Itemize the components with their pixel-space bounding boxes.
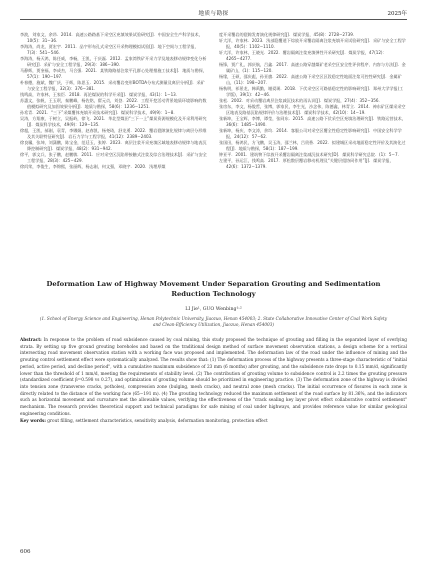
reference-entry: 朴春德，施斌，魏广庆，于辉，陈思玉．2015．采动覆岩变形BOTDA分布式测量及离层分析[J]．采矿与安全工程学报，32(3)：376−381． (20, 80, 205, 91)
reference-entry: 杨缘，王硕，邵庆彪，孙亚旗．2022．高速公路下采空区区段稳定性地面注浆可控性研究[J]．金属矿山，(11)：198−207． (219, 74, 402, 85)
english-abstract-section (20, 280, 407, 426)
keywords-text: grout filling, settlement characteristics, sensitivity analysis, deformation monitoring, protection effect (47, 419, 268, 425)
reference-entry: 徐闳荣，李俊生，李锦熙，张丽辉，杨志刚，何文强，邓晓宇．2020．浅埋厚煤 (20, 164, 166, 169)
reference-entry: 苏惠文，张帆，王玉珉，秦鹏峰，杨佐铭，翟元贞，刘登．2022．工程开挖活动背景地质环境影响的数值模拟研究及加固效果分析[J]．地质与勘探，58(6)：1236−1251． (20, 98, 207, 109)
references-left-column (20, 32, 208, 260)
reference-entry: 杨锋，贾广礼，郭庆航，吕鑫．2017．高速公路穿越煤矿老采空区安全性评价程序、内容与方法[J]．金属矿山，(1)：115−120． (219, 62, 406, 73)
reference-entry: 钱鸣高，许家林，王家臣．2018．再论煤炭的科学开采[J]．煤炭学报，43(1)：1−13． (20, 92, 180, 97)
abstract-label: Abstract: (20, 338, 42, 343)
reference-list (20, 32, 407, 260)
reference-entry: 徐超，王凯，郝刚，袁青，李娜娟，赵春凯，杨尧琦，舒龙勇．2022．覆岩裂隙演化规律与离层分形维及其关联特征研究[J]．岩石力学与工程学报，41(12)：2389−2403． (20, 128, 207, 139)
reference-entry: 轩大洋，许家林．2023．浅部隐覆道下综放开采覆岩隔离注浆充填开采试验研究[J]．采矿与安全工程学报，40(5)：1102−1110． (219, 38, 406, 49)
reference-entry: 张房东，李文，杨俊哲，张博，郭家民，李生光，沙念伟，陈德鑫，林青立．2014．神东矿区煤采采空区地表及路基沉陷规律评价与治理技术[J]．煤炭科学技术，42(10)：14−19． (219, 104, 406, 115)
reference-entry: 左建平，孙运江，钱鸣高．2017．厚松散层覆岩移动机理及“关键层组协同作用”[J]．煤炭学报，42(6)：1372−1379． (219, 158, 394, 169)
issue-year: 2025年 (387, 11, 407, 17)
reference-entry: 钟亚平．2001．建筑物下综放开采覆岩隔离注浆减沉技术研究[D]．煤炭科学研究总院．(1)：5−7． (219, 152, 402, 157)
reference-entry: 张国田，杨鸿民，方飞鹏，吴玉涛，邵兰林，吕贵香．2022．拟建城区采动地面稳定性评价及其演化过程[J]．地质与勘探，58(1)：187−199． (219, 140, 406, 151)
english-keywords (20, 419, 407, 426)
page-number: 606 (20, 549, 31, 555)
reference-entry: 孙希青．2021．“三下”采煤覆体充填开采技术研究[J]．煤炭科学技术，49(9)：1−8． (20, 110, 178, 115)
reference-entry: 张新坤，王宝辉，李博，谭莹，张同东．2015．高速公路下伏采空区充填治理研究[J]．铁路运营技术，36(6)：1485−1490． (219, 116, 406, 127)
reference-entry: 吴涛，方翔康，于树立，吴振岭，徐飞．2021．华北型煤田“三下一上”煤炭资源规模化及开采利用研究[J]．煤炭科学技术，49(9)：129−135． (20, 116, 207, 127)
reference-entry: 马静辉，贾奎福，李成杰，马合强．2021．某铁路路基注浆平孔群心处理措施工技术[J]．地质与勘探，57(1)：190−197． (20, 68, 207, 79)
abstract-text: In response to the problem of road subsidence caused by coal mining, this study proposed the technique of grouting and filling in the separated layer of overlying strata. By setting up five ground grouting boreholes and based on the traditional design method of surface movement observation stations, a design scheme for a vertical intersecting road movement observation station with a working face was proposed and implemented. The deformation law of the road under the influence of mining and the grouting control settlement effect were systematically analyzed. The results show that: (1) The deformation process of the highway presents a three-stage characteristic of "initial period, active period, and decline period", with a cumulative maximum subsidence of 23 mm (6 months) after grouting, and the subsidence rate drops to 0.15 mm/d, significantly lower than the threshold of 1 mm/d, meeting the requirements of stability level. (2) The contribution of grouting volume to subsidence control is 2.2 times the grouting pressure (standardized coefficient β=0.598 vs 0.27), and optimization of grouting volume should be prioritized in engineering practice. (3) The deformation zone of the highway is divided into tension zone (transverse cracks, potholes), compression zone (bulging, mesh cracks), and neutral zone (mesh cracks). The initial occurrence of fissures in each zone is directly related to the distance of the working face (65−191 m). (4) The grouting technology reduced the maximum settlement of the road surface by 81.36%, and the indicators such as horizontal movement and curvature met the allowable values, verifying the effectiveness of the "crack sealing key layer pivot effect collaborative control settlement" mechanism. The research provides theoretical support and technical paradigms for safe mining of coal under highways, and provides reference value for similar geological engineering conditions. (20, 338, 407, 417)
keywords-label: Key words: (20, 419, 46, 425)
reference-entry: 李波，刘家文，余昂．2014．高速公路路基下采空区充填效果试验研究[J]．中国安全生产科学技术，10(5)：31−36． (20, 32, 203, 43)
english-abstract (20, 338, 407, 418)
references-right-column (219, 32, 407, 260)
english-affiliation: (1. School of Energy Science and Engineering, Henan Polytechnic University, Jiaozuo, Henan 454003; 2. State Collaborative Innovative Center of Coal Work Safety and Clean-Efficiency Utilization, Jiaozuo, Henan 454003) (39, 316, 388, 327)
journal-name: 地质与勘探 (198, 11, 229, 17)
reference-entry: 度开采覆岩的裂隙发育演化规律研究[J]．煤炭学报，45(8)：2728−2739． (219, 32, 357, 37)
reference-entry: 杨秋明，祁景龙，韩禹勤，谢爱瑛．2018．下伏采空区可路基稳定性的影响研究[J]．郑州大学学报(工学版)，39(1)：42−46． (219, 86, 404, 97)
reference-entry: 李海涛，杨天鸿，陈任威，李畅，王凯，于庆磊．2012．孟家湾铁矿开采力学及地表移动规律变化分析研究[J]．采矿与安全工程学报，29(3)：386−390． (20, 56, 207, 67)
reference-entry: 徐平，郭文兵，张子鹏，赵鹏敏．2011．应对采空区沉陷带接触式注浆及综合治理技术[J]．采矿与安全工程学报，28(3)：425−429． (20, 152, 207, 163)
running-header (20, 7, 407, 20)
english-title: Deformation Law of Highway Movement Under Separation Grouting and Sedimentation Reduction Technology (46, 280, 381, 298)
reference-entry: 轩大洋，许家林，王晓光．2022．覆岩隔离注浆充填弹性开采研究[J]．煤炭学报，47(12)：4265−4277． (219, 50, 387, 61)
english-authors: LI Jie¹, GUO Wenbing¹˒² (185, 307, 242, 312)
reference-entry: 张松．2002．对采动覆岩离层注浆减沉技术的再认识[J]．煤炭学报，27(4)：352−356． (219, 98, 383, 103)
reference-entry: 张新坤，杨庆，李文涛，余均．2014．客服公司对采空区覆全性稳定性影响研究[J]．中国安全科学学报，24(12)：57−62． (219, 128, 402, 139)
reference-entry: 李海涛，尚龙，贾宏宇．2011．品字形布孔式采空区开采物理模拟试验[J]．地下空间与工程学报，7(3)：541−546． (20, 44, 199, 55)
reference-entry: 徐良骥，张坤，刘潇鹏，陈宝金，范廷玉，张婷．2023．离层注浆开采充填区域地表移动规律与地表沉降控制研究[J]．煤炭学报，48(2)：931−942． (20, 140, 207, 151)
